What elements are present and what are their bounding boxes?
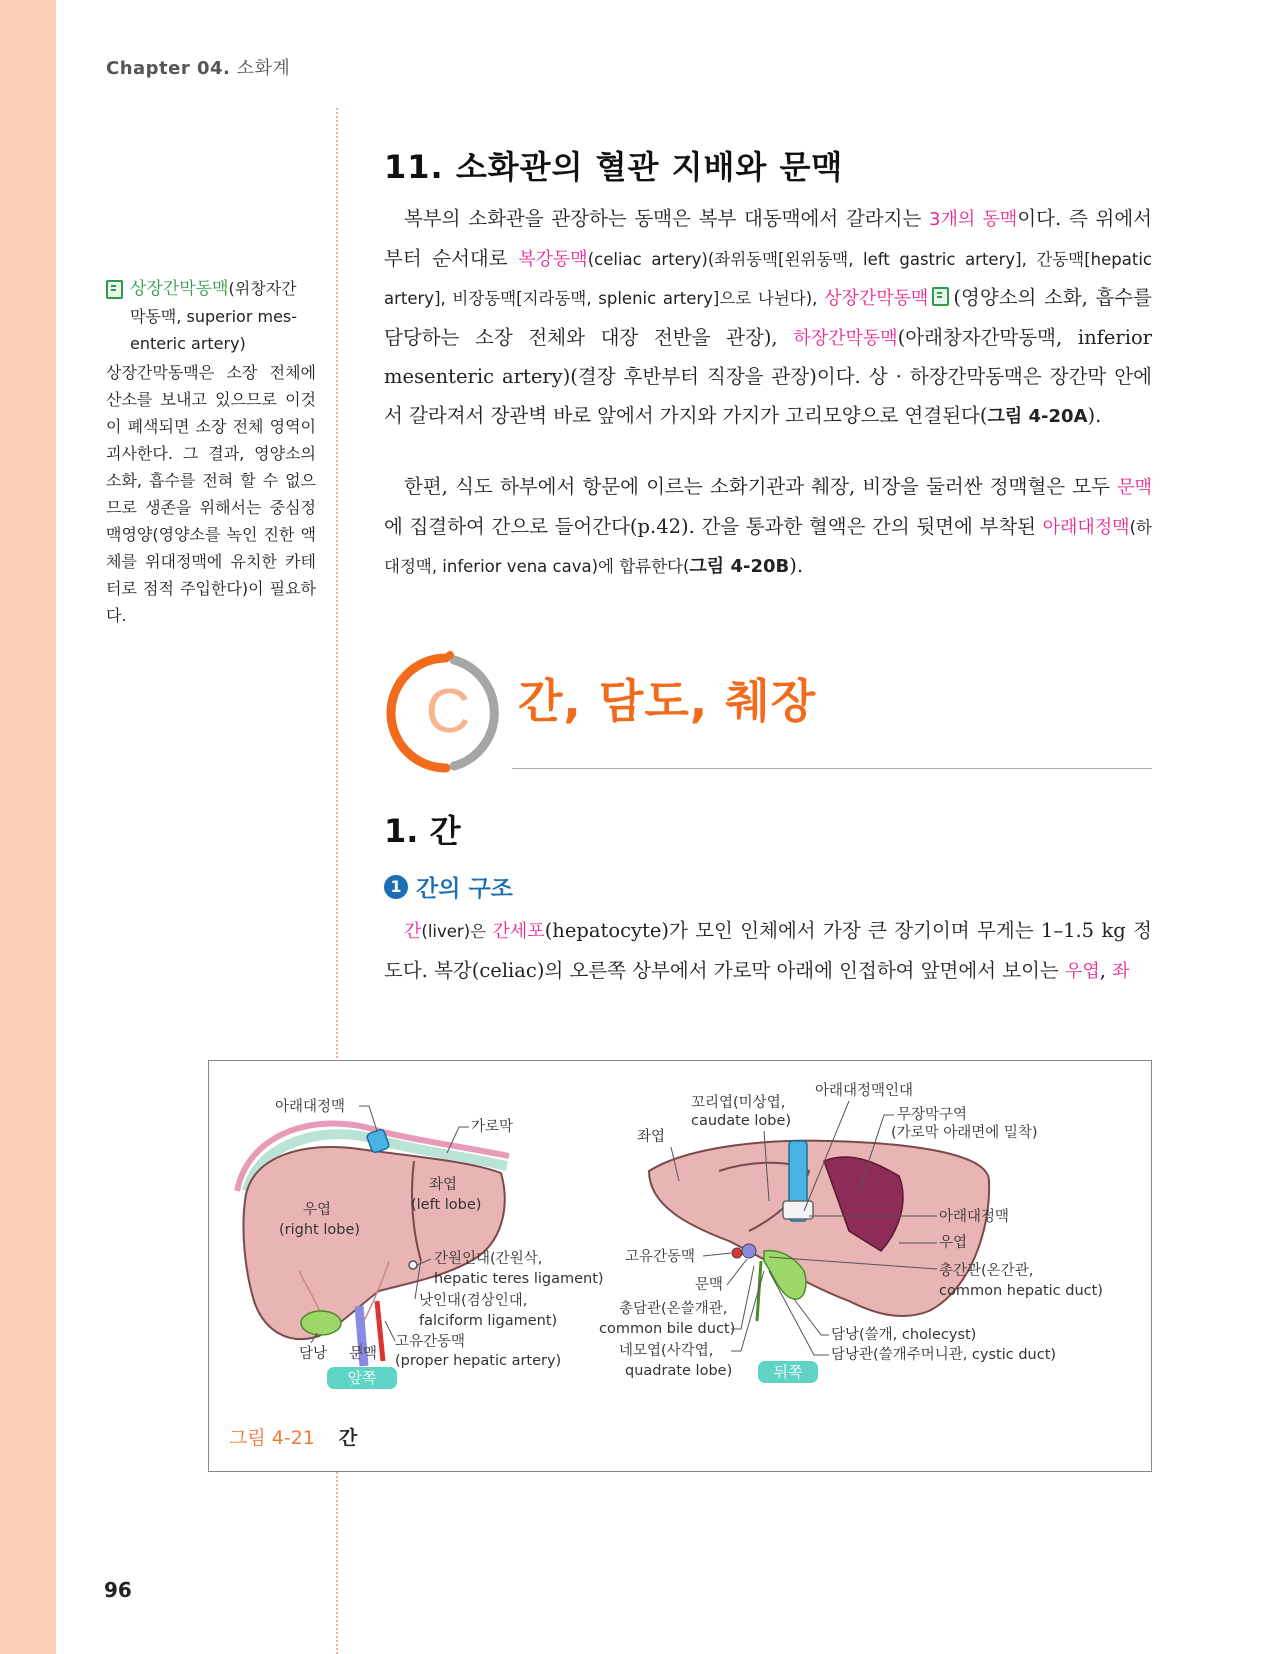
highlight-left: 좌 [1112,960,1130,982]
label-cystic-duct: 담낭관(쓸개주머니관, cystic duct) [831,1347,1057,1363]
label-bare-area-note: (가로막 아래면에 밀착) [891,1125,1038,1141]
back-hepatic-artery [732,1248,742,1258]
round-ligament-point [409,1261,417,1269]
label-portal-vein: 문맥 [349,1346,378,1362]
label-bile-duct: 총담관(온쓸개관, [619,1301,728,1317]
label-ivc: 아래대정맥 [275,1099,346,1115]
sidebar-note [106,275,316,629]
label-right-lobe-en: (right lobe) [279,1222,361,1238]
text-run: (celiac artery)(좌위동맥[왼위동맥, left gastric artery], 간동맥[hepatic artery], 비장동맥[지라동맥, splenic artery]으로 나뉜다), [384,249,1152,308]
figure-ref-4-20a[interactable]: 그림 4-20A [987,405,1088,427]
label-diaphragm: 가로막 [471,1119,514,1135]
ivc-ligament-band [783,1201,813,1219]
figure-number: 그림 4-21 [229,1427,315,1449]
liver-illustration [209,1061,1151,1471]
chapter-header [106,54,290,80]
label-common-hepatic: 총간관(온간관, [939,1263,1034,1279]
label-round-ligament-en: hepatic teres ligament) [434,1271,604,1287]
sidebar-term [106,275,316,357]
highlight-inferior-mesenteric: 하장간막동맥 [793,327,898,349]
section-c-rule [512,768,1152,769]
highlight-three-arteries: 3개의 동맥 [929,209,1018,230]
sidebar-description: 상장간막동맥은 소장 전체에 산소를 보내고 있으므로 이것이 폐색되면 소장 전체 영역이 괴사한다. 그 결과, 영양소의 소화, 흡수를 전혀 할 수 없으므로 생존을 위해서는 중심정맥영양(영양소를 녹인 진한 액체를 위대정맥에 유치한 카테터로 점적 주입한다)이 필요하다. [106,363,316,625]
leader-line [385,1321,395,1341]
front-liver-shape [243,1147,504,1339]
label-falciform-en: falciform ligament) [419,1313,558,1329]
subsection-liver-heading: 1. 간 [384,812,461,850]
highlight-right-lobe: 우엽 [1064,960,1100,982]
figure-liver [208,1060,1152,1472]
label-falciform: 낫인대(겸상인대, [419,1293,528,1309]
liver-structure-heading [384,870,513,903]
number-badge: 1 [384,875,408,899]
emblem-letter: C [425,677,471,746]
label-ivc-ligament: 아래대정맥인대 [815,1083,914,1099]
label-back-ivc: 아래대정맥 [939,1209,1010,1225]
text-run: (아래창자간막동맥, inferior mesenteric artery)(결장 후반부터 직장을 관장)이다. 상 · 하장간막동맥은 장간막 안에서 갈라져서 장관벽 바로 앞에서 가지와 가지가 고리모양으로 연결된다( [384,325,1153,427]
label-right-lobe: 우엽 [303,1202,332,1218]
sidebar-term-rest: (위창자간 막동맥, superior mes-enteric artery) [130,279,298,353]
glossary-book-icon[interactable] [932,287,949,306]
label-gallbladder: 담낭 [299,1346,328,1362]
highlight-celiac-artery: 복강동맥 [518,248,588,270]
text-run: , [1099,958,1113,982]
text-run: (하대정맥, inferior vena cava)에 합류한다( [384,517,1152,576]
paragraph-arteries [384,200,1152,436]
text-run: 에 집결하여 간으로 들어간다(p.42). 간을 통과한 혈액은 간의 뒷면에 부착된 [384,514,1043,538]
label-bile-duct-en: common bile duct) [599,1321,736,1337]
text-run: 이다. 즉 위에서부터 순서대로 [384,207,1152,270]
label-quadrate: 네모엽(사각엽, [619,1343,714,1359]
text-run: (영양소의 소화, 흡수를 담당하는 소장 전체와 대장 전반을 관장), [384,286,1152,349]
paragraph-portal-vein [384,468,1152,587]
label-back-left-lobe: 좌엽 [637,1129,666,1145]
text-run: ). [1087,403,1102,427]
text-run: (liver)은 [421,922,493,941]
highlight-ivc: 아래대정맥 [1042,516,1130,538]
highlight-hepatocyte: 간세포 [492,921,545,942]
section-title: 11. 소화관의 혈관 지배와 문맥 [384,148,844,186]
label-left-lobe-en: (left lobe) [411,1197,482,1213]
figure-ref-4-20b[interactable]: 그림 4-20B [689,556,790,577]
label-caudate-en: caudate lobe) [691,1113,792,1129]
label-back-gallbladder: 담낭(쓸개, cholecyst) [831,1327,977,1343]
front-view [237,1097,604,1389]
figure-caption [229,1423,357,1450]
text-run: 복부의 소화관을 관장하는 동맥은 복부 대동맥에서 갈라지는 [404,207,930,230]
text-run: (hepatocyte)가 모인 인체에서 가장 큰 장기이며 무게는 1–1.5 kg 정도다. 복강(celiac)의 오른쪽 상부에서 가로막 아래에 인접하여 앞면에서 보이는 [384,919,1152,982]
leader-line [794,1299,829,1335]
front-gallbladder [301,1311,341,1335]
chapter-title: 소화계 [236,58,291,79]
leader-line [727,1259,747,1285]
front-hepatic-artery [377,1301,383,1361]
section-c-emblem [384,650,524,780]
text-run: ). [789,554,804,577]
label-common-hepatic-en: common hepatic duct) [939,1283,1103,1299]
page-number: 96 [104,1578,132,1602]
label-bare-area: 무장막구역 [897,1107,968,1123]
chapter-label: Chapter 04. [106,58,231,79]
back-view [599,1081,1103,1383]
cystic-duct-line [757,1261,761,1321]
label-quadrate-en: quadrate lobe) [625,1363,733,1379]
label-back-portal-vein: 문맥 [695,1277,724,1293]
back-portal-vein [742,1244,756,1258]
leader-line [703,1253,731,1256]
section-c-header [384,650,1154,770]
sidebar-term-name: 상장간막동맥 [130,279,229,299]
label-back-right-lobe: 우엽 [939,1235,968,1251]
page-margin-band [0,0,56,1654]
label-view-back: 뒤쪽 [773,1363,803,1381]
liver-structure-title: 간의 구조 [416,876,513,902]
highlight-superior-mesenteric: 상장간막동맥 [824,288,929,309]
emblem-dot [446,651,454,659]
text-run: 한편, 식도 하부에서 항문에 이르는 소화기관과 췌장, 비장을 둘러싼 정맥혈은 모두 [404,475,1118,498]
glossary-book-icon [106,280,123,299]
paragraph-liver [384,912,1152,991]
label-left-lobe: 좌엽 [429,1177,458,1193]
figure-title: 간 [338,1427,358,1449]
highlight-portal-vein: 문맥 [1117,477,1152,498]
label-round-ligament: 간원인대(간원삭, [434,1251,543,1267]
label-caudate: 꼬리엽(미상엽, [691,1095,786,1111]
highlight-liver: 간 [404,921,422,942]
label-hepatic-artery: 고유간동맥 [395,1334,466,1350]
label-view-front: 앞쪽 [347,1369,377,1387]
section-c-title: 간, 담도, 췌장 [518,674,817,728]
label-hepatic-artery-en: (proper hepatic artery) [395,1353,562,1369]
label-proper-hepatic: 고유간동맥 [625,1249,696,1265]
